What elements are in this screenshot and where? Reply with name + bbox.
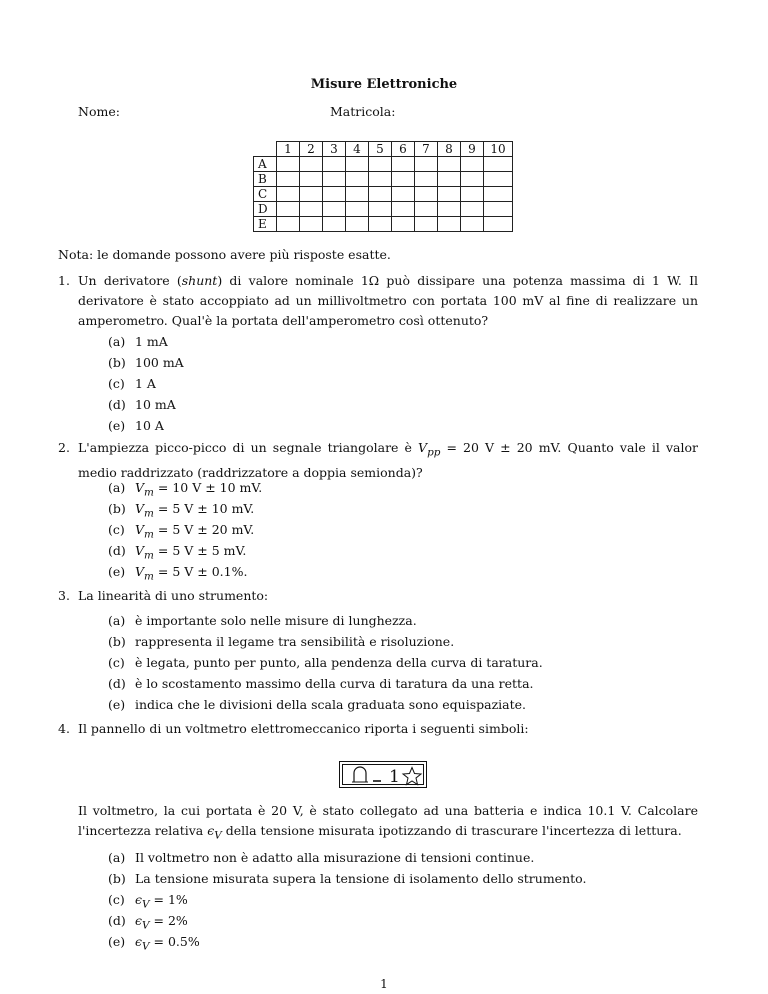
answer-cell[interactable] — [392, 157, 415, 172]
answer-cell[interactable] — [484, 202, 513, 217]
answer-cell[interactable] — [369, 187, 392, 202]
math-sub: pp — [427, 446, 441, 459]
math-var: ϵ — [135, 913, 143, 928]
grid-col-header: 7 — [415, 142, 438, 157]
grid-row-label: D — [254, 202, 277, 217]
answer-cell[interactable] — [277, 172, 300, 187]
option-text: 10 A — [135, 418, 164, 433]
answer-cell[interactable] — [346, 157, 369, 172]
answer-cell[interactable] — [461, 202, 484, 217]
option-item[interactable] — [108, 498, 262, 519]
question-2 — [58, 438, 698, 483]
math-sub: m — [144, 486, 154, 499]
answer-cell[interactable] — [346, 217, 369, 232]
answer-cell[interactable] — [484, 172, 513, 187]
option-text: è importante solo nelle misure di lunghezza. — [135, 613, 417, 628]
option-label: (c) — [108, 522, 125, 537]
math-sub: m — [144, 528, 154, 541]
math-var: ϵ — [207, 823, 215, 838]
answer-cell[interactable] — [323, 172, 346, 187]
math-var: V — [418, 440, 428, 455]
option-label: (d) — [108, 676, 126, 691]
option-item[interactable] — [108, 652, 543, 673]
answer-cell[interactable] — [461, 172, 484, 187]
answer-cell[interactable] — [415, 172, 438, 187]
option-item[interactable] — [108, 694, 543, 715]
answer-cell[interactable] — [484, 187, 513, 202]
option-label: (c) — [108, 892, 125, 907]
question-1 — [58, 271, 698, 331]
question-4 — [58, 719, 698, 739]
option-item[interactable] — [108, 610, 543, 631]
option-label: (b) — [108, 871, 126, 886]
option-text: = 5 V ± 10 mV. — [153, 501, 255, 516]
option-label: (e) — [108, 564, 126, 579]
math-sub: m — [144, 570, 154, 583]
answer-grid — [253, 141, 513, 232]
option-label: (b) — [108, 634, 126, 649]
option-text: = 5 V ± 5 mV. — [153, 543, 247, 558]
answer-cell[interactable] — [323, 187, 346, 202]
answer-cell[interactable] — [323, 217, 346, 232]
answer-cell[interactable] — [300, 172, 323, 187]
math-sub: V — [142, 919, 150, 932]
star-icon — [403, 768, 421, 785]
question-number: 1. — [58, 273, 70, 288]
option-item[interactable] — [108, 331, 184, 352]
option-item[interactable] — [108, 673, 543, 694]
option-text: 1 A — [135, 376, 156, 391]
math-var: V — [135, 522, 145, 537]
answer-cell[interactable] — [438, 217, 461, 232]
option-item[interactable] — [108, 373, 184, 394]
answer-cell[interactable] — [346, 202, 369, 217]
option-text: Il voltmetro non è adatto alla misurazione di tensioni continue. — [135, 850, 535, 865]
question-text: Il voltmetro, la cui portata è 20 V, è stato collegato ad una batteria e indica 10.1 V. Calcolare l'incertezza relativa — [78, 803, 698, 838]
grid-col-header: 2 — [300, 142, 323, 157]
page-title: Misure Elettroniche — [310, 77, 458, 92]
answer-cell[interactable] — [461, 157, 484, 172]
option-label: (d) — [108, 543, 126, 558]
page-number: 1 — [380, 977, 388, 991]
option-label: (a) — [108, 613, 126, 628]
option-item[interactable] — [108, 931, 586, 952]
option-item[interactable] — [108, 394, 184, 415]
option-text: La tensione misurata supera la tensione di isolamento dello strumento. — [135, 871, 587, 886]
answer-cell[interactable] — [484, 217, 513, 232]
grid-row-label: A — [254, 157, 277, 172]
math-var: V — [135, 480, 145, 495]
option-item[interactable] — [108, 519, 262, 540]
math-sub: V — [142, 940, 150, 953]
answer-grid-row — [254, 217, 513, 232]
instrument-symbols-box — [339, 761, 427, 788]
math-var: V — [135, 564, 145, 579]
option-label: (c) — [108, 655, 125, 670]
answer-cell[interactable] — [346, 187, 369, 202]
answer-cell[interactable] — [323, 202, 346, 217]
question-4-continued — [78, 801, 698, 846]
option-item[interactable] — [108, 847, 586, 868]
grid-corner — [254, 142, 277, 157]
answer-grid-row — [254, 202, 513, 217]
question-number: 4. — [58, 721, 70, 736]
answer-cell[interactable] — [369, 172, 392, 187]
answer-cell[interactable] — [277, 217, 300, 232]
answer-cell[interactable] — [438, 187, 461, 202]
answer-cell[interactable] — [392, 217, 415, 232]
question-text-italic: shunt — [181, 273, 218, 288]
option-label: (b) — [108, 355, 126, 370]
math-sub: V — [142, 898, 150, 911]
option-text: rappresenta il legame tra sensibilità e risoluzione. — [135, 634, 455, 649]
answer-cell[interactable] — [277, 157, 300, 172]
math-var: ϵ — [135, 892, 143, 907]
option-text: = 5 V ± 20 mV. — [153, 522, 255, 537]
answer-cell[interactable] — [438, 202, 461, 217]
option-label: (e) — [108, 418, 126, 433]
answer-cell[interactable] — [323, 157, 346, 172]
answer-cell[interactable] — [277, 187, 300, 202]
grid-col-header: 3 — [323, 142, 346, 157]
question-number: 3. — [58, 588, 70, 603]
grid-row-label: E — [254, 217, 277, 232]
answer-cell[interactable] — [415, 217, 438, 232]
option-label: (d) — [108, 913, 126, 928]
grid-col-header: 5 — [369, 142, 392, 157]
option-item[interactable] — [108, 415, 184, 436]
option-text: è legata, punto per punto, alla pendenza della curva di taratura. — [135, 655, 543, 670]
option-label: (a) — [108, 850, 126, 865]
option-label: (a) — [108, 480, 126, 495]
grid-col-header: 6 — [392, 142, 415, 157]
option-text: = 5 V ± 0.1%. — [153, 564, 248, 579]
answer-cell[interactable] — [438, 172, 461, 187]
option-label: (b) — [108, 501, 126, 516]
answer-cell[interactable] — [415, 187, 438, 202]
option-text: 1 mA — [135, 334, 168, 349]
answer-grid-row — [254, 187, 513, 202]
math-sub: V — [214, 829, 222, 842]
answer-cell[interactable] — [277, 202, 300, 217]
question-text: Il pannello di un voltmetro elettromeccanico riporta i seguenti simboli: — [78, 721, 529, 736]
question-number: 2. — [58, 440, 70, 455]
grid-col-header: 4 — [346, 142, 369, 157]
math-sub: m — [144, 549, 154, 562]
grid-col-header: 1 — [277, 142, 300, 157]
moving-iron-icon — [352, 767, 368, 782]
grid-col-header: 10 — [484, 142, 513, 157]
option-item[interactable] — [108, 889, 586, 910]
question-text: = 20 V ± 20 mV. Quanto vale il valor medio raddrizzato (raddrizzatore a doppia semionda)? — [78, 440, 698, 480]
option-item[interactable] — [108, 910, 586, 931]
option-label: (c) — [108, 376, 125, 391]
question-text: Un derivatore ( — [78, 273, 182, 288]
answer-grid-row — [254, 172, 513, 187]
answer-cell[interactable] — [392, 172, 415, 187]
option-text: = 10 V ± 10 mV. — [153, 480, 263, 495]
option-label: (a) — [108, 334, 126, 349]
option-item[interactable] — [108, 540, 262, 561]
question-text: L'ampiezza picco-picco di un segnale triangolare è — [78, 440, 419, 455]
instrument-symbols — [343, 765, 425, 786]
matricola-label: Matricola: — [330, 104, 396, 119]
question-4-options — [108, 847, 586, 952]
answer-grid-header — [254, 142, 513, 157]
note-text: Nota: le domande possono avere più risposte esatte. — [58, 247, 391, 262]
answer-grid-row — [254, 157, 513, 172]
option-text: = 1% — [149, 892, 188, 907]
answer-cell[interactable] — [392, 202, 415, 217]
answer-cell[interactable] — [415, 157, 438, 172]
answer-cell[interactable] — [438, 157, 461, 172]
option-item[interactable] — [108, 352, 184, 373]
option-label: (e) — [108, 934, 126, 949]
grid-row-label: B — [254, 172, 277, 187]
option-text: 10 mA — [135, 397, 176, 412]
option-item[interactable] — [108, 631, 543, 652]
math-var: ϵ — [135, 934, 143, 949]
question-text: della tensione misurata ipotizzando di trascurare l'incertezza di lettura. — [221, 823, 682, 838]
question-2-options — [108, 477, 262, 582]
question-3 — [58, 586, 698, 606]
grid-col-header: 9 — [461, 142, 484, 157]
option-item[interactable] — [108, 868, 586, 889]
option-item[interactable] — [108, 561, 262, 582]
question-3-options — [108, 610, 543, 715]
math-sub: m — [144, 507, 154, 520]
answer-cell[interactable] — [392, 187, 415, 202]
nome-label: Nome: — [78, 104, 120, 119]
option-text: 100 mA — [135, 355, 184, 370]
answer-cell[interactable] — [300, 157, 323, 172]
grid-row-label: C — [254, 187, 277, 202]
math-var: V — [135, 501, 145, 516]
answer-cell[interactable] — [346, 172, 369, 187]
option-text: = 2% — [149, 913, 188, 928]
answer-cell[interactable] — [461, 217, 484, 232]
question-1-options — [108, 331, 184, 436]
option-text: è lo scostamento massimo della curva di taratura da una retta. — [135, 676, 534, 691]
answer-cell[interactable] — [300, 202, 323, 217]
answer-cell[interactable] — [461, 187, 484, 202]
option-item[interactable] — [108, 477, 262, 498]
option-label: (d) — [108, 397, 126, 412]
answer-cell[interactable] — [300, 217, 323, 232]
answer-cell[interactable] — [369, 202, 392, 217]
answer-cell[interactable] — [369, 157, 392, 172]
answer-cell[interactable] — [484, 157, 513, 172]
option-text: indica che le divisioni della scala graduata sono equispaziate. — [135, 697, 527, 712]
answer-cell[interactable] — [415, 202, 438, 217]
answer-cell[interactable] — [369, 217, 392, 232]
math-var: V — [135, 543, 145, 558]
option-label: (e) — [108, 697, 126, 712]
grid-col-header: 8 — [438, 142, 461, 157]
question-text: ) di valore nominale 1Ω può dissipare una potenza massima di 1 W. Il derivatore è stato accoppiato ad un millivoltmetro con portata 100 mV al fine di realizzare un amperometro. Qual'è la portata dell'amperometro così ottenuto? — [78, 273, 698, 328]
accuracy-class: 1 — [389, 767, 400, 786]
option-text: = 0.5% — [149, 934, 200, 949]
answer-cell[interactable] — [300, 187, 323, 202]
question-text: La linearità di uno strumento: — [78, 588, 269, 603]
